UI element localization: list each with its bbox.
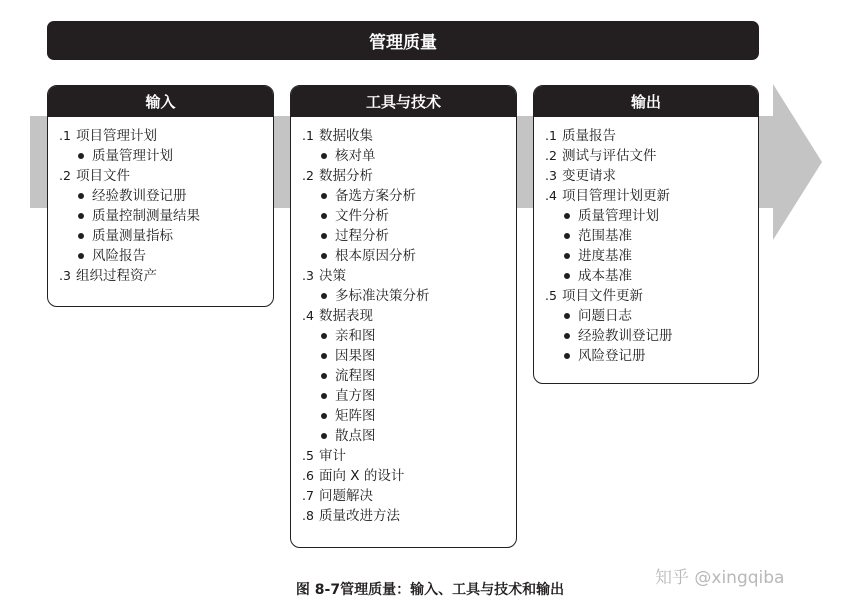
sub-item xyxy=(545,206,758,226)
bullet-icon xyxy=(564,313,570,319)
list-item xyxy=(545,146,758,166)
item-number: .2 xyxy=(545,148,557,163)
item-number: .1 xyxy=(59,128,71,143)
sub-item-label: 多标准决策分析 xyxy=(335,288,430,304)
list-item xyxy=(545,166,758,186)
sub-item xyxy=(302,386,516,406)
sub-item-label: 核对单 xyxy=(335,148,376,164)
sub-item-label: 成本基准 xyxy=(578,268,632,284)
item-number: .1 xyxy=(545,128,557,143)
list-item xyxy=(302,486,516,506)
sub-item xyxy=(545,246,758,266)
list-item xyxy=(59,166,273,186)
bullet-icon xyxy=(321,373,327,379)
list-item xyxy=(59,126,273,146)
sub-item xyxy=(302,186,516,206)
bullet-icon xyxy=(321,333,327,339)
sub-item-label: 因果图 xyxy=(335,348,376,364)
outputs-box xyxy=(533,85,759,384)
sub-item xyxy=(302,146,516,166)
item-number: .6 xyxy=(302,468,314,483)
item-number: .3 xyxy=(59,268,71,283)
item-label: 组织过程资产 xyxy=(76,268,157,284)
item-number: .3 xyxy=(302,268,314,283)
bullet-icon xyxy=(321,433,327,439)
sub-item-label: 质量控制测量结果 xyxy=(92,208,200,224)
box-header: 输出 xyxy=(534,86,758,117)
list-item xyxy=(302,266,516,286)
sub-item xyxy=(302,206,516,226)
sub-item xyxy=(302,346,516,366)
item-label: 项目文件更新 xyxy=(562,288,643,304)
item-label: 决策 xyxy=(319,268,346,284)
item-label: 数据收集 xyxy=(319,128,373,144)
sub-item-label: 质量管理计划 xyxy=(578,208,659,224)
bullet-icon xyxy=(78,153,84,159)
sub-item-label: 风险报告 xyxy=(92,248,146,264)
list-item xyxy=(302,126,516,146)
process-title: 管理质量 xyxy=(369,33,437,53)
sub-item-label: 文件分析 xyxy=(335,208,389,224)
item-number: .5 xyxy=(545,288,557,303)
bullet-icon xyxy=(564,253,570,259)
item-number: .4 xyxy=(302,308,314,323)
list-item xyxy=(545,186,758,206)
item-label: 质量报告 xyxy=(562,128,616,144)
sub-item xyxy=(59,146,273,166)
sub-item xyxy=(302,226,516,246)
figure-caption: 图 8-7管理质量：输入、工具与技术和输出 xyxy=(295,582,565,598)
sub-item-label: 过程分析 xyxy=(335,228,389,244)
list-item xyxy=(302,506,516,526)
bullet-icon xyxy=(564,273,570,279)
item-label: 审计 xyxy=(319,448,346,464)
sub-item-label: 质量管理计划 xyxy=(92,148,173,164)
sub-item-label: 质量测量指标 xyxy=(92,228,173,244)
sub-item-label: 问题日志 xyxy=(578,308,632,324)
box-list xyxy=(534,117,758,366)
sub-item-label: 根本原因分析 xyxy=(335,248,416,264)
bullet-icon xyxy=(78,253,84,259)
sub-item xyxy=(59,246,273,266)
item-label: 问题解决 xyxy=(319,488,373,504)
bullet-icon xyxy=(321,413,327,419)
item-label: 数据表现 xyxy=(319,308,373,324)
sub-item xyxy=(545,306,758,326)
item-number: .4 xyxy=(545,188,557,203)
bullet-icon xyxy=(321,153,327,159)
sub-item xyxy=(545,326,758,346)
sub-item xyxy=(302,406,516,426)
item-number: .7 xyxy=(302,488,314,503)
sub-item-label: 备选方案分析 xyxy=(335,188,416,204)
list-item xyxy=(302,166,516,186)
bullet-icon xyxy=(78,193,84,199)
list-item xyxy=(302,306,516,326)
sub-item xyxy=(302,246,516,266)
item-number: .1 xyxy=(302,128,314,143)
sub-item xyxy=(302,326,516,346)
item-label: 项目管理计划更新 xyxy=(562,188,670,204)
box-list xyxy=(48,117,273,286)
bullet-icon xyxy=(321,293,327,299)
sub-item xyxy=(545,266,758,286)
bullet-icon xyxy=(321,193,327,199)
list-item xyxy=(302,466,516,486)
item-label: 面向 X 的设计 xyxy=(319,468,405,484)
sub-item-label: 范围基准 xyxy=(578,228,632,244)
sub-item-label: 流程图 xyxy=(335,368,376,384)
item-number: .2 xyxy=(302,168,314,183)
sub-item xyxy=(59,186,273,206)
sub-item-label: 经验教训登记册 xyxy=(578,328,673,344)
sub-item xyxy=(302,286,516,306)
box-header: 输入 xyxy=(48,86,273,117)
item-label: 项目文件 xyxy=(76,168,130,184)
sub-item xyxy=(545,346,758,366)
bullet-icon xyxy=(564,213,570,219)
item-label: 质量改进方法 xyxy=(319,508,400,524)
bullet-icon xyxy=(321,393,327,399)
item-number: .8 xyxy=(302,508,314,523)
list-item xyxy=(59,266,273,286)
box-header: 工具与技术 xyxy=(291,86,516,117)
sub-item-label: 经验教训登记册 xyxy=(92,188,187,204)
sub-item-label: 直方图 xyxy=(335,388,376,404)
item-label: 项目管理计划 xyxy=(76,128,157,144)
bullet-icon xyxy=(78,233,84,239)
list-item xyxy=(545,126,758,146)
item-number: .2 xyxy=(59,168,71,183)
bullet-icon xyxy=(321,233,327,239)
sub-item xyxy=(59,226,273,246)
sub-item-label: 进度基准 xyxy=(578,248,632,264)
item-label: 数据分析 xyxy=(319,168,373,184)
process-title-banner xyxy=(47,21,759,60)
tools-techniques-box xyxy=(290,85,517,548)
list-item xyxy=(545,286,758,306)
bullet-icon xyxy=(564,353,570,359)
bullet-icon xyxy=(321,253,327,259)
box-list xyxy=(291,117,516,526)
sub-item xyxy=(59,206,273,226)
sub-item xyxy=(302,426,516,446)
bullet-icon xyxy=(78,213,84,219)
sub-item-label: 风险登记册 xyxy=(578,348,646,364)
item-number: .3 xyxy=(545,168,557,183)
bullet-icon xyxy=(321,353,327,359)
sub-item-label: 散点图 xyxy=(335,428,376,444)
sub-item xyxy=(302,366,516,386)
list-item xyxy=(302,446,516,466)
inputs-box xyxy=(47,85,274,307)
sub-item-label: 亲和图 xyxy=(335,328,376,344)
item-number: .5 xyxy=(302,448,314,463)
bullet-icon xyxy=(321,213,327,219)
item-label: 测试与评估文件 xyxy=(562,148,657,164)
bullet-icon xyxy=(564,333,570,339)
item-label: 变更请求 xyxy=(562,168,616,184)
sub-item xyxy=(545,226,758,246)
bullet-icon xyxy=(564,233,570,239)
watermark: 知乎 @xingqiba xyxy=(655,568,785,588)
sub-item-label: 矩阵图 xyxy=(335,408,376,424)
